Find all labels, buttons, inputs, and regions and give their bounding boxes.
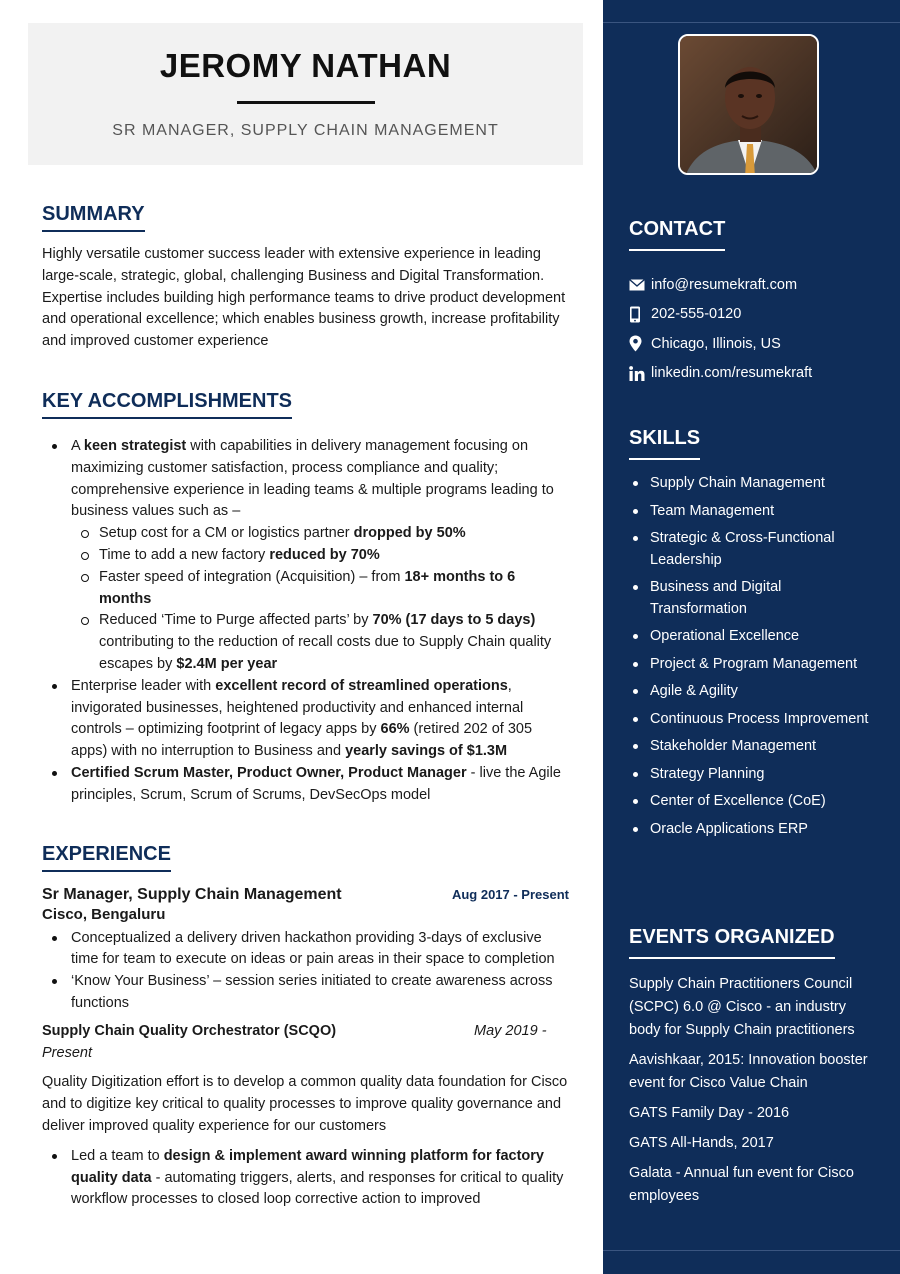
role-description: Quality Digitization effort is to develop a common quality data foundation for Cisco and to digitize key critical to quality processes to improve quality governance and deliver improved quality experience for our customers — [42, 1074, 568, 1134]
role-date-end: Present — [42, 1044, 92, 1061]
events-section — [629, 926, 879, 1215]
sidebar-divider — [603, 22, 900, 23]
skills-section — [629, 427, 879, 846]
role-date: May 2019 - — [474, 1022, 547, 1039]
profile-photo-graphic — [680, 36, 819, 175]
resume-header — [28, 23, 583, 165]
job-date: Aug 2017 - Present — [451, 886, 569, 902]
role-bullets — [42, 1146, 569, 1211]
list-item: Team Management — [629, 501, 879, 523]
list-item: Center of Excellence (CoE) — [629, 791, 879, 813]
list-item: Business and Digital Transformation — [629, 577, 879, 620]
list-item: A keen strategist with capabilities in delivery management focusing on maximizing customer satisfaction, process compliance and quality; comprehensive experience in leading teams & multiple programs leading to business values such as – Setup cost for a CM or logistics partner dropped by 50% Time to add a new factory reduced by 70% Faster speed of integration (Acquisition) – from 18+ months to 6 months Reduced ‘Time to Purge affected parts’ by 70% (17 days to 5 days) contributing to the reduction of recall costs due to Supply Chain quality escapes by $2.4M per year — [42, 436, 569, 676]
job-bullets — [42, 928, 569, 1015]
list-item: Galata - Annual fun event for Cisco employees — [629, 1165, 854, 1204]
phone-icon — [629, 306, 651, 323]
list-item: Agile & Agility — [629, 681, 879, 703]
events-list — [629, 973, 879, 1208]
list-item: Faster speed of integration (Acquisition) – from 18+ months to 6 months — [71, 567, 569, 611]
candidate-name: JEROMY NATHAN — [159, 47, 452, 84]
list-item: Supply Chain Management — [629, 473, 879, 495]
contact-heading: CONTACT — [629, 218, 725, 251]
accomplishments-heading: KEY ACCOMPLISHMENTS — [42, 390, 292, 419]
experience-section — [42, 843, 569, 1212]
list-item: Conceptualized a delivery driven hackathon providing 3-days of exclusive time for team to execute on ideas or pain areas in their space to completion — [42, 928, 569, 972]
linkedin-icon — [629, 366, 651, 381]
experience-heading: EXPERIENCE — [42, 843, 171, 872]
list-item: Strategy Planning — [629, 764, 879, 786]
role-title: Supply Chain Quality Orchestrator (SCQO) — [42, 1022, 337, 1039]
profile-photo — [678, 34, 819, 175]
list-item: Led a team to design & implement award winning platform for factory quality data - automating triggers, alerts, and responses for critical to quality workflow processes to closed loop corrective action to improved — [42, 1146, 569, 1211]
linkedin-text: linkedin.com/resumekraft — [651, 365, 813, 382]
list-item: Continuous Process Improvement — [629, 709, 879, 731]
summary-section — [42, 203, 569, 353]
list-item: GATS Family Day - 2016 — [629, 1105, 790, 1121]
list-item: Stakeholder Management — [629, 736, 879, 758]
list-item: Strategic & Cross-Functional Leadership — [629, 528, 879, 571]
list-item: Enterprise leader with excellent record of streamlined operations, invigorated businesses, heightened productivity and enhanced internal controls – optimizing footprint of legacy apps by 66% (retired 202 of 305 apps) with no interruption to Business and yearly savings of $1.3M — [42, 676, 569, 763]
sidebar — [603, 0, 900, 1274]
list-item: Aavishkaar, 2015: Innovation booster event for Cisco Value Chain — [629, 1052, 868, 1091]
list-item: Time to add a new factory reduced by 70% — [71, 545, 569, 567]
summary-text: Highly versatile customer success leader with extensive experience in leading large-scale, strategic, global, challenging Business and Digital Transformation. Expertise includes building high performance teams to drive product development and operational excellence; which enables business growth, increase profitability and improved customer experience — [42, 246, 566, 350]
accomplishment-sublist — [71, 523, 569, 676]
skills-list — [629, 473, 879, 840]
list-item: GATS All-Hands, 2017 — [629, 1135, 774, 1151]
list-item: Oracle Applications ERP — [629, 819, 879, 841]
contact-list — [629, 270, 879, 388]
events-heading: EVENTS ORGANIZED — [629, 926, 835, 959]
list-item: Operational Excellence — [629, 626, 879, 648]
list-item: Project & Program Management — [629, 654, 879, 676]
accomplishments-section — [42, 390, 569, 807]
envelope-icon — [629, 279, 651, 291]
job-company: Cisco, Bengaluru — [42, 905, 166, 923]
main-column — [42, 203, 569, 1211]
skills-heading: SKILLS — [629, 427, 700, 460]
email-text: info@resumekraft.com — [651, 276, 798, 293]
name-divider — [237, 101, 375, 104]
sidebar-divider — [603, 1250, 900, 1251]
list-item: Supply Chain Practitioners Council (SCPC) 6.0 @ Cisco - an industry body for Supply Chain practitioners — [629, 976, 855, 1038]
contact-linkedin[interactable] — [629, 359, 879, 389]
accomplishments-list — [42, 436, 569, 807]
list-item: Certified Scrum Master, Product Owner, Product Manager - live the Agile principles, Scrum, Scrum of Scrums, DevSecOps model — [42, 763, 569, 807]
role-header — [42, 1021, 569, 1043]
contact-location — [629, 329, 879, 359]
job-header — [42, 886, 569, 904]
list-item: Reduced ‘Time to Purge affected parts’ by 70% (17 days to 5 days) contributing to the reduction of recall costs due to Supply Chain quality escapes by $2.4M per year — [71, 610, 569, 675]
list-item: ‘Know Your Business’ – session series initiated to create awareness across functions — [42, 971, 569, 1015]
candidate-title: SR MANAGER, SUPPLY CHAIN MANAGEMENT — [112, 122, 499, 139]
location-text: Chicago, Illinois, US — [651, 335, 781, 352]
list-item: Setup cost for a CM or logistics partner dropped by 50% — [71, 523, 569, 545]
phone-text: 202-555-0120 — [651, 306, 742, 323]
contact-phone[interactable] — [629, 300, 879, 330]
contact-email[interactable] — [629, 270, 879, 300]
summary-heading: SUMMARY — [42, 203, 145, 232]
contact-section — [629, 218, 879, 388]
location-pin-icon — [629, 335, 651, 352]
job-title: Sr Manager, Supply Chain Management — [42, 885, 342, 903]
